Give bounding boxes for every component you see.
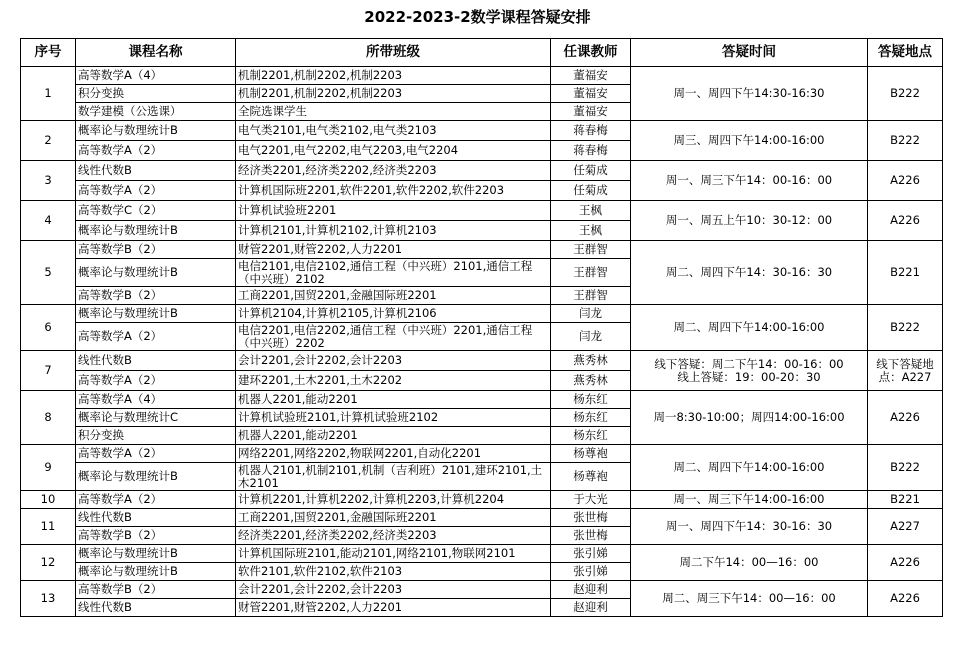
- place-cell: A226: [868, 161, 943, 201]
- teacher-cell: 燕秀林: [551, 351, 631, 371]
- time-cell: 周一、周三下午14:00-16:00: [631, 491, 868, 509]
- course-cell: 概率论与数理统计B: [76, 545, 236, 563]
- classes-cell: 会计2201,会计2202,会计2203: [236, 351, 551, 371]
- place-cell: 线下答疑地点：A227: [868, 351, 943, 391]
- time-cell: 周一、周四下午14:30-16:30: [631, 67, 868, 121]
- course-cell: 概率论与数理统计B: [76, 259, 236, 287]
- table-row: [21, 351, 943, 371]
- classes-cell: 电气类2101,电气类2102,电气类2103: [236, 121, 551, 141]
- course-cell: 线性代数B: [76, 599, 236, 617]
- place-cell: B222: [868, 305, 943, 351]
- group-no: 10: [21, 491, 76, 509]
- classes-cell: 机器人2101,机制2101,机制（吉利班）2101,建环2101,土木2101: [236, 463, 551, 491]
- group-no: 13: [21, 581, 76, 617]
- classes-cell: 计算机试验班2201: [236, 201, 551, 221]
- course-cell: 高等数学A（2）: [76, 141, 236, 161]
- place-cell: B222: [868, 67, 943, 121]
- teacher-cell: 张引娣: [551, 563, 631, 581]
- place-cell: A226: [868, 201, 943, 241]
- table-row: [21, 581, 943, 599]
- table-row: [21, 509, 943, 527]
- classes-cell: 工商2201,国贸2201,金融国际班2201: [236, 509, 551, 527]
- course-cell: 高等数学A（2）: [76, 445, 236, 463]
- table-row: [21, 201, 943, 221]
- teacher-cell: 王枫: [551, 221, 631, 241]
- classes-cell: 计算机2104,计算机2105,计算机2106: [236, 305, 551, 323]
- teacher-cell: 王群智: [551, 259, 631, 287]
- group-no: 6: [21, 305, 76, 351]
- course-cell: 高等数学A（2）: [76, 371, 236, 391]
- group-no: 2: [21, 121, 76, 161]
- classes-cell: 电信2201,电信2202,通信工程（中兴班）2201,通信工程（中兴班）2202: [236, 323, 551, 351]
- time-cell: [631, 351, 868, 391]
- teacher-cell: 蒋春梅: [551, 121, 631, 141]
- group-no: 11: [21, 509, 76, 545]
- place-cell: B221: [868, 241, 943, 305]
- teacher-cell: 王枫: [551, 201, 631, 221]
- course-cell: 线性代数B: [76, 161, 236, 181]
- classes-cell: 建环2201,土木2201,土木2202: [236, 371, 551, 391]
- course-cell: 高等数学B（2）: [76, 527, 236, 545]
- table-row: [21, 445, 943, 463]
- time-cell: 周二下午14：00—16：00: [631, 545, 868, 581]
- header-row: [21, 39, 943, 67]
- time-cell: 周二、周四下午14：30-16：30: [631, 241, 868, 305]
- group-no: 5: [21, 241, 76, 305]
- classes-cell: 工商2201,国贸2201,金融国际班2201: [236, 287, 551, 305]
- course-cell: 高等数学A（4）: [76, 391, 236, 409]
- group-no: 8: [21, 391, 76, 445]
- place-cell: A226: [868, 545, 943, 581]
- group-no: 1: [21, 67, 76, 121]
- table-row: [21, 491, 943, 509]
- teacher-cell: 董福安: [551, 103, 631, 121]
- classes-cell: 网络2201,网络2202,物联网2201,自动化2201: [236, 445, 551, 463]
- table-row: [21, 67, 943, 85]
- schedule-table: [20, 38, 943, 617]
- classes-cell: 机制2201,机制2202,机制2203: [236, 85, 551, 103]
- table-row: [21, 305, 943, 323]
- place-cell: B222: [868, 121, 943, 161]
- classes-cell: 计算机2201,计算机2202,计算机2203,计算机2204: [236, 491, 551, 509]
- classes-cell: 机器人2201,能动2201: [236, 427, 551, 445]
- group-no: 7: [21, 351, 76, 391]
- course-cell: 高等数学A（4）: [76, 67, 236, 85]
- classes-cell: 计算机2101,计算机2102,计算机2103: [236, 221, 551, 241]
- classes-cell: 经济类2201,经济类2202,经济类2203: [236, 527, 551, 545]
- classes-cell: 全院选课学生: [236, 103, 551, 121]
- place-cell: A226: [868, 391, 943, 445]
- group-no: 4: [21, 201, 76, 241]
- teacher-cell: 杨尊袍: [551, 463, 631, 491]
- teacher-cell: 张世梅: [551, 509, 631, 527]
- course-cell: 概率论与数理统计B: [76, 221, 236, 241]
- classes-cell: 软件2101,软件2102,软件2103: [236, 563, 551, 581]
- place-cell: A227: [868, 509, 943, 545]
- header-teacher: 任课教师: [551, 39, 631, 67]
- classes-cell: 计算机试验班2101,计算机试验班2102: [236, 409, 551, 427]
- teacher-cell: 蒋春梅: [551, 141, 631, 161]
- course-cell: 积分变换: [76, 85, 236, 103]
- time-cell: 周一、周五上午10：30-12：00: [631, 201, 868, 241]
- teacher-cell: 闫龙: [551, 305, 631, 323]
- classes-cell: 财管2201,财管2202,人力2201: [236, 241, 551, 259]
- teacher-cell: 燕秀林: [551, 371, 631, 391]
- place-cell: B221: [868, 491, 943, 509]
- course-cell: 概率论与数理统计B: [76, 463, 236, 491]
- course-cell: 高等数学A（2）: [76, 323, 236, 351]
- header-classes: 所带班级: [236, 39, 551, 67]
- teacher-cell: 杨尊袍: [551, 445, 631, 463]
- teacher-cell: 董福安: [551, 67, 631, 85]
- time-cell: 周一、周四下午14：30-16：30: [631, 509, 868, 545]
- time-cell: 周一、周三下午14：00-16：00: [631, 161, 868, 201]
- course-cell: 高等数学B（2）: [76, 241, 236, 259]
- teacher-cell: 任菊成: [551, 161, 631, 181]
- classes-cell: 财管2201,财管2202,人力2201: [236, 599, 551, 617]
- course-cell: 概率论与数理统计B: [76, 121, 236, 141]
- group-no: 3: [21, 161, 76, 201]
- course-cell: 积分变换: [76, 427, 236, 445]
- place-cell: A226: [868, 581, 943, 617]
- teacher-cell: 张世梅: [551, 527, 631, 545]
- teacher-cell: 于大光: [551, 491, 631, 509]
- classes-cell: 电气2201,电气2202,电气2203,电气2204: [236, 141, 551, 161]
- course-cell: 概率论与数理统计B: [76, 563, 236, 581]
- course-cell: 线性代数B: [76, 509, 236, 527]
- table-row: [21, 391, 943, 409]
- time-cell: 周二、周三下午14：00—16：00: [631, 581, 868, 617]
- header-time: 答疑时间: [631, 39, 868, 67]
- classes-cell: 机制2201,机制2202,机制2203: [236, 67, 551, 85]
- teacher-cell: 王群智: [551, 287, 631, 305]
- time-cell: 周一8:30-10:00；周四14:00-16:00: [631, 391, 868, 445]
- header-course: 课程名称: [76, 39, 236, 67]
- course-cell: 高等数学A（2）: [76, 491, 236, 509]
- table-row: [21, 121, 943, 141]
- classes-cell: 电信2101,电信2102,通信工程（中兴班）2101,通信工程（中兴班）2102: [236, 259, 551, 287]
- header-place: 答疑地点: [868, 39, 943, 67]
- teacher-cell: 张引娣: [551, 545, 631, 563]
- classes-cell: 会计2201,会计2202,会计2203: [236, 581, 551, 599]
- classes-cell: 机器人2201,能动2201: [236, 391, 551, 409]
- teacher-cell: 任菊成: [551, 181, 631, 201]
- course-cell: 概率论与数理统计B: [76, 305, 236, 323]
- classes-cell: 经济类2201,经济类2202,经济类2203: [236, 161, 551, 181]
- course-cell: 概率论与数理统计C: [76, 409, 236, 427]
- teacher-cell: 杨东红: [551, 409, 631, 427]
- table-row: [21, 161, 943, 181]
- time-cell: 周二、周四下午14:00-16:00: [631, 305, 868, 351]
- group-no: 9: [21, 445, 76, 491]
- course-cell: 线性代数B: [76, 351, 236, 371]
- header-no: 序号: [21, 39, 76, 67]
- table-row: [21, 545, 943, 563]
- time-cell: 周二、周四下午14:00-16:00: [631, 445, 868, 491]
- time-online: 线上答疑：19：00-20：30: [677, 369, 821, 384]
- table-row: [21, 241, 943, 259]
- time-offline: 线下答疑：周二下午14：00-16：00: [654, 356, 844, 371]
- teacher-cell: 杨东红: [551, 427, 631, 445]
- group-no: 12: [21, 545, 76, 581]
- teacher-cell: 赵迎利: [551, 599, 631, 617]
- classes-cell: 计算机国际班2101,能动2101,网络2101,物联网2101: [236, 545, 551, 563]
- teacher-cell: 杨东红: [551, 391, 631, 409]
- classes-cell: 计算机国际班2201,软件2201,软件2202,软件2203: [236, 181, 551, 201]
- course-cell: 高等数学C（2）: [76, 201, 236, 221]
- page-title: 2022-2023-2数学课程答疑安排: [364, 8, 591, 26]
- course-cell: 数学建模（公选课）: [76, 103, 236, 121]
- teacher-cell: 赵迎利: [551, 581, 631, 599]
- course-cell: 高等数学B（2）: [76, 287, 236, 305]
- teacher-cell: 董福安: [551, 85, 631, 103]
- time-cell: 周三、周四下午14:00-16:00: [631, 121, 868, 161]
- teacher-cell: 闫龙: [551, 323, 631, 351]
- place-cell: B222: [868, 445, 943, 491]
- course-cell: 高等数学A（2）: [76, 181, 236, 201]
- teacher-cell: 王群智: [551, 241, 631, 259]
- course-cell: 高等数学B（2）: [76, 581, 236, 599]
